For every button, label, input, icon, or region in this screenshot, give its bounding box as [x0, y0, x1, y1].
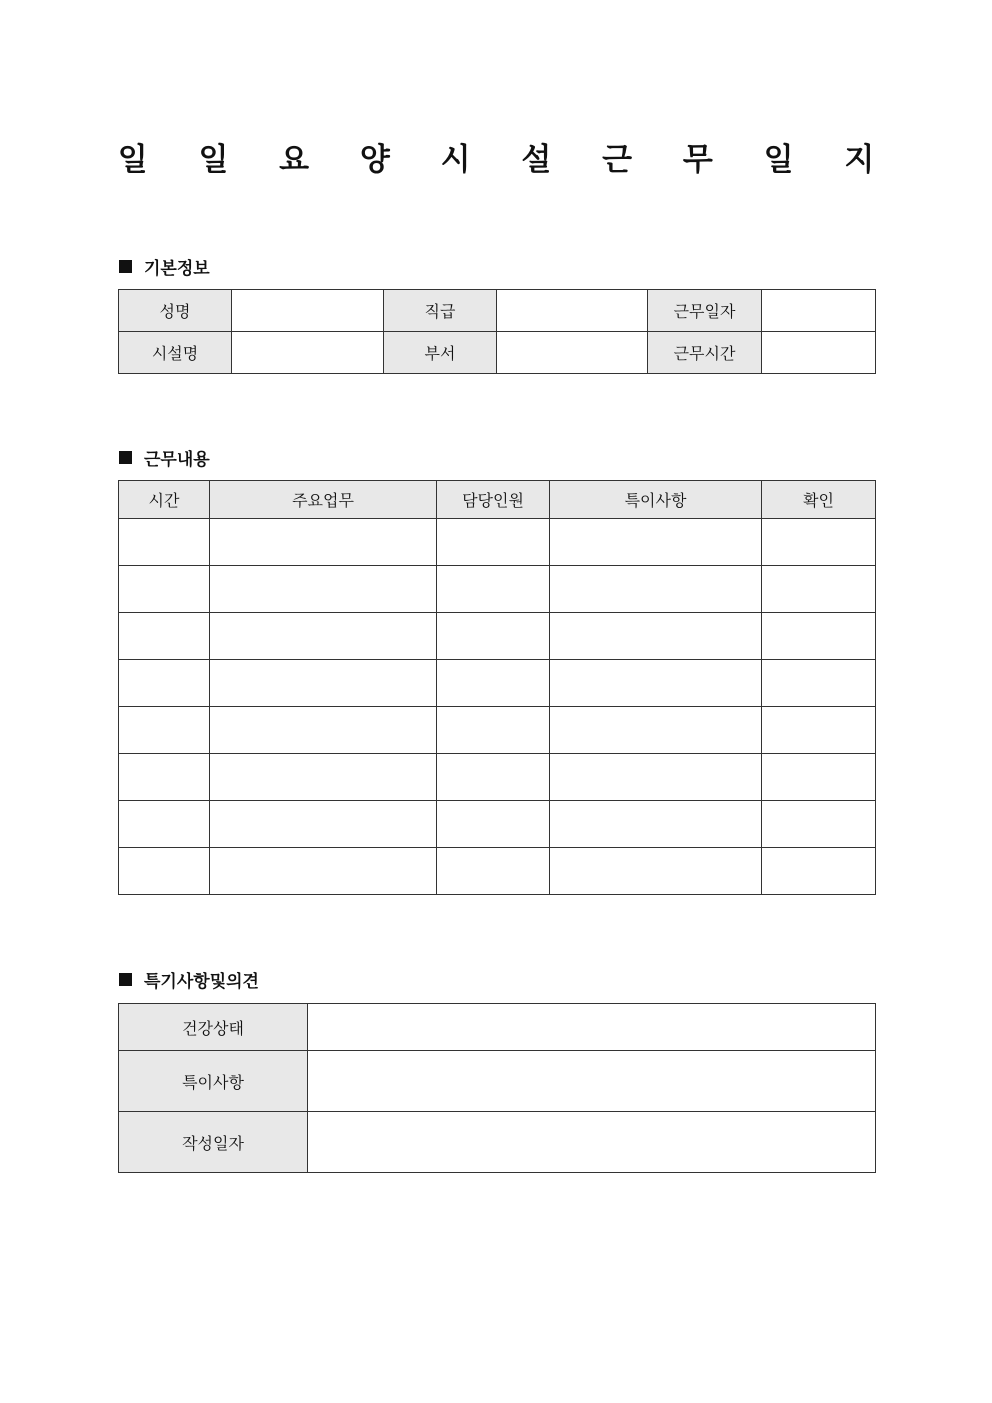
- confirm-cell[interactable]: [762, 801, 876, 848]
- special-note-cell[interactable]: [550, 801, 762, 848]
- notes-table: [118, 1003, 876, 1173]
- table-row: [119, 332, 876, 374]
- label-name: 성명: [119, 290, 232, 332]
- work-date-field[interactable]: [762, 290, 876, 332]
- section-heading-notes: [119, 967, 259, 992]
- special-note-cell[interactable]: [550, 613, 762, 660]
- time-cell[interactable]: [119, 801, 210, 848]
- table-row: [119, 566, 876, 613]
- main-task-cell[interactable]: [210, 566, 437, 613]
- staff-count-cell[interactable]: [437, 519, 550, 566]
- square-bullet-icon: [119, 973, 132, 986]
- label-facility-name: 시설명: [119, 332, 232, 374]
- table-row: [119, 1112, 876, 1173]
- label-written-date: 작성일자: [119, 1112, 308, 1173]
- table-row: [119, 707, 876, 754]
- main-task-cell[interactable]: [210, 613, 437, 660]
- confirm-cell[interactable]: [762, 754, 876, 801]
- special-note-cell[interactable]: [550, 660, 762, 707]
- label-health-status: 건강상태: [119, 1004, 308, 1051]
- table-row: [119, 1051, 876, 1112]
- table-row: [119, 754, 876, 801]
- column-header: 시간: [119, 481, 210, 519]
- special-note-cell[interactable]: [550, 519, 762, 566]
- special-note-cell[interactable]: [550, 848, 762, 895]
- time-cell[interactable]: [119, 566, 210, 613]
- basic-info-table: [118, 289, 876, 374]
- main-task-cell[interactable]: [210, 707, 437, 754]
- facility-name-field[interactable]: [232, 332, 384, 374]
- staff-count-cell[interactable]: [437, 801, 550, 848]
- square-bullet-icon: [119, 451, 132, 464]
- written-date-field[interactable]: [308, 1112, 876, 1173]
- time-cell[interactable]: [119, 707, 210, 754]
- table-row: [119, 801, 876, 848]
- table-row: [119, 848, 876, 895]
- time-cell[interactable]: [119, 848, 210, 895]
- column-header: 주요업무: [210, 481, 437, 519]
- time-cell[interactable]: [119, 754, 210, 801]
- section-heading-basic-info: [119, 254, 210, 279]
- label-department: 부서: [384, 332, 497, 374]
- table-row: [119, 613, 876, 660]
- square-bullet-icon: [119, 260, 132, 273]
- table-row: [119, 290, 876, 332]
- confirm-cell[interactable]: [762, 519, 876, 566]
- time-cell[interactable]: [119, 519, 210, 566]
- special-notes-field[interactable]: [308, 1051, 876, 1112]
- confirm-cell[interactable]: [762, 707, 876, 754]
- column-header: 특이사항: [550, 481, 762, 519]
- section-heading-work-content: [119, 445, 210, 470]
- column-header: 확인: [762, 481, 876, 519]
- time-cell[interactable]: [119, 660, 210, 707]
- label-position: 직급: [384, 290, 497, 332]
- main-task-cell[interactable]: [210, 801, 437, 848]
- staff-count-cell[interactable]: [437, 566, 550, 613]
- staff-count-cell[interactable]: [437, 754, 550, 801]
- staff-count-cell[interactable]: [437, 707, 550, 754]
- name-field[interactable]: [232, 290, 384, 332]
- main-task-cell[interactable]: [210, 848, 437, 895]
- special-note-cell[interactable]: [550, 707, 762, 754]
- health-status-field[interactable]: [308, 1004, 876, 1051]
- main-task-cell[interactable]: [210, 754, 437, 801]
- staff-count-cell[interactable]: [437, 660, 550, 707]
- confirm-cell[interactable]: [762, 566, 876, 613]
- confirm-cell[interactable]: [762, 613, 876, 660]
- special-note-cell[interactable]: [550, 754, 762, 801]
- label-work-date: 근무일자: [648, 290, 762, 332]
- confirm-cell[interactable]: [762, 848, 876, 895]
- label-work-hours: 근무시간: [648, 332, 762, 374]
- main-task-cell[interactable]: [210, 519, 437, 566]
- confirm-cell[interactable]: [762, 660, 876, 707]
- table-row: [119, 519, 876, 566]
- department-field[interactable]: [497, 332, 648, 374]
- time-cell[interactable]: [119, 613, 210, 660]
- position-field[interactable]: [497, 290, 648, 332]
- staff-count-cell[interactable]: [437, 613, 550, 660]
- work-hours-field[interactable]: [762, 332, 876, 374]
- main-task-cell[interactable]: [210, 660, 437, 707]
- label-special-notes: 특이사항: [119, 1051, 308, 1112]
- staff-count-cell[interactable]: [437, 848, 550, 895]
- special-note-cell[interactable]: [550, 566, 762, 613]
- table-header-row: [119, 481, 876, 519]
- column-header: 담당인원: [437, 481, 550, 519]
- table-row: [119, 660, 876, 707]
- section-heading-label: 근무내용: [144, 450, 210, 470]
- section-heading-label: 특기사항및의견: [144, 972, 259, 992]
- table-row: [119, 1004, 876, 1051]
- page-title: 일 일 요 양 시 설 근 무 일 지: [117, 142, 895, 178]
- section-heading-label: 기본정보: [144, 259, 210, 279]
- work-content-table: [118, 480, 876, 895]
